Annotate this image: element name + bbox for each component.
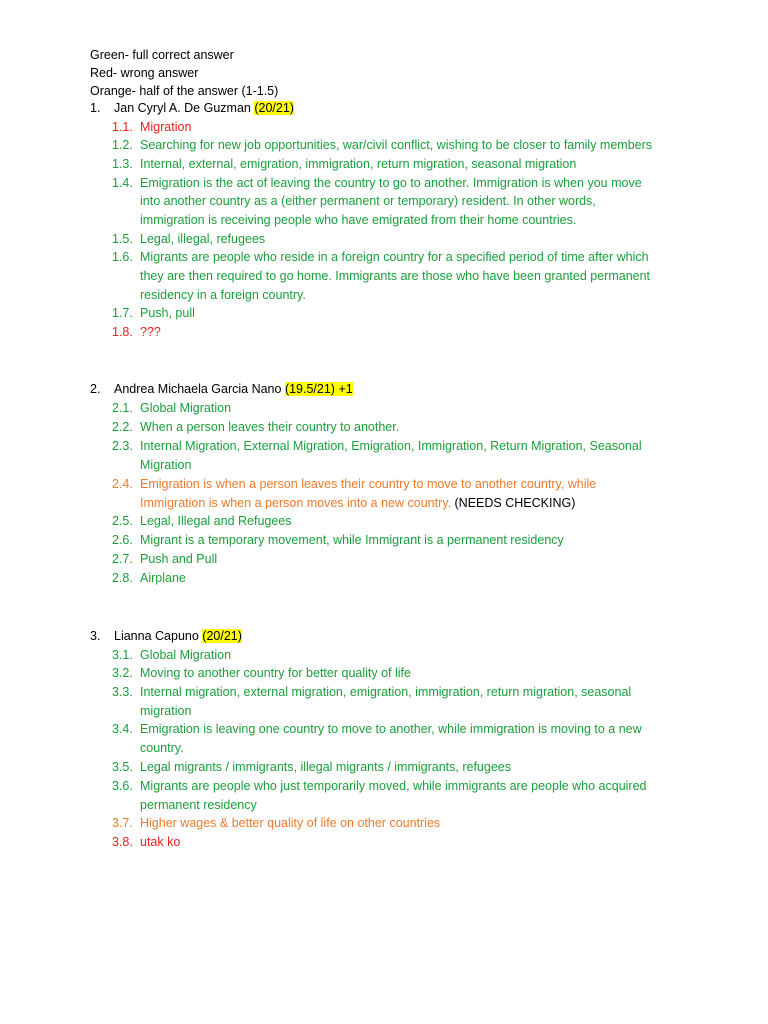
item-number: 1.1.: [112, 120, 133, 134]
answer-item: [112, 758, 511, 776]
answer-text: Emigration is leaving one country to move to another, while immigration is moving to a new: [140, 722, 642, 736]
item-number: 2.8.: [112, 571, 133, 585]
answer-text: Internal migration, external migration, emigration, immigration, return migration, seasonal: [140, 685, 632, 699]
item-number: 3.3.: [112, 685, 133, 699]
student-heading: [90, 99, 294, 117]
score-badge: (20/21): [254, 101, 294, 115]
answer-item: [112, 136, 652, 154]
item-number: 1.6.: [112, 250, 133, 264]
item-number: 1.8.: [112, 325, 133, 339]
item-number: 2.3.: [112, 439, 133, 453]
answer-item: [112, 646, 231, 664]
item-number: 2.4.: [112, 477, 133, 491]
answer-text: Legal migrants / immigrants, illegal migrants / immigrants, refugees: [140, 760, 511, 774]
student-number: 1.: [90, 101, 101, 115]
answer-text: utak ko: [140, 835, 181, 849]
answer-text: Migrant is a temporary movement, while Immigrant is a permanent residency: [140, 533, 564, 547]
answer-item: [112, 437, 642, 455]
answer-text: Global Migration: [140, 648, 232, 662]
answer-text: Legal, illegal, refugees: [140, 232, 266, 246]
legend-orange: Orange- half of the answer (1-1.5): [90, 84, 279, 98]
item-number: 2.1.: [112, 401, 133, 415]
answer-item: [112, 777, 647, 795]
answer-item: [112, 323, 161, 341]
item-number: 3.1.: [112, 648, 133, 662]
student-name: Jan Cyryl A. De Guzman: [114, 101, 251, 115]
answer-text: Emigration is the act of leaving the country to go to another. Immigration is when you move: [140, 176, 642, 190]
item-number: 3.2.: [112, 666, 133, 680]
answer-text: Legal, Illegal and Refugees: [140, 514, 292, 528]
answer-item: [112, 155, 576, 173]
legend-green: Green- full correct answer: [90, 48, 234, 62]
answer-text: Global Migration: [140, 401, 232, 415]
answer-text: Emigration is when a person leaves their country to move to another country, while: [140, 477, 597, 491]
student-number: 2.: [90, 382, 101, 396]
student-heading: [90, 627, 242, 645]
answer-text-continued: they are then required to go home. Immigrants are those who have been granted permanent: [140, 269, 651, 283]
answer-text: Internal Migration, External Migration, Emigration, Immigration, Return Migration, Seasonal: [140, 439, 642, 453]
answer-text: Searching for new job opportunities, war/civil conflict, wishing to be closer to family members: [140, 138, 653, 152]
answer-text: Migrants are people who just temporarily moved, while immigrants are people who acquired: [140, 779, 647, 793]
item-number: 2.2.: [112, 420, 133, 434]
answer-text: Higher wages & better quality of life on other countries: [140, 816, 441, 830]
item-number: 2.5.: [112, 514, 133, 528]
answer-text: Moving to another country for better quality of life: [140, 666, 411, 680]
score-badge: (20/21): [202, 629, 242, 643]
answer-item: [112, 569, 186, 587]
answer-item: [112, 475, 596, 493]
answer-item: [112, 174, 642, 192]
answer-text: Airplane: [140, 571, 186, 585]
answer-text: Migration: [140, 120, 192, 134]
answer-text-continued: migration: [140, 704, 192, 718]
answer-item: [112, 418, 399, 436]
answer-item: [112, 833, 180, 851]
item-number: 3.7.: [112, 816, 133, 830]
bonus-points: +1: [338, 382, 353, 396]
answer-item: [112, 531, 564, 549]
score-value: (19.5/21): [284, 382, 335, 396]
answer-text: Push and Pull: [140, 552, 218, 566]
answer-item: [112, 550, 217, 568]
answer-text-continued: immigration is receiving people who have emigrated from their home countries.: [140, 213, 577, 227]
answer-text-continued: into another country as a (either permanent or temporary) resident. In other words,: [140, 194, 596, 208]
answer-text-continued: country.: [140, 741, 184, 755]
answer-text: Immigration is when a person moves into a new country.: [140, 496, 452, 510]
answer-text: Internal, external, emigration, immigration, return migration, seasonal migration: [140, 157, 577, 171]
answer-item: [112, 399, 231, 417]
answer-item: [112, 248, 649, 266]
answer-item: [112, 304, 195, 322]
item-number: 3.4.: [112, 722, 133, 736]
item-number: 1.5.: [112, 232, 133, 246]
item-number: 1.3.: [112, 157, 133, 171]
score-badge: [285, 382, 353, 396]
answer-text-continued: Migration: [140, 458, 192, 472]
student-number: 3.: [90, 629, 101, 643]
answer-text: Push, pull: [140, 306, 195, 320]
answer-text-continued: [140, 494, 575, 512]
item-number: 2.7.: [112, 552, 133, 566]
item-number: 3.8.: [112, 835, 133, 849]
answer-item: [112, 720, 642, 738]
answer-text-continued: permanent residency: [140, 798, 257, 812]
needs-checking-note: (NEEDS CHECKING): [454, 496, 576, 510]
answer-item: [112, 814, 440, 832]
answer-item: [112, 664, 411, 682]
student-name: Andrea Michaela Garcia Nano: [114, 382, 282, 396]
item-number: 2.6.: [112, 533, 133, 547]
answer-text: Migrants are people who reside in a foreign country for a specified period of time after which: [140, 250, 649, 264]
item-number: 3.5.: [112, 760, 133, 774]
item-number: 1.7.: [112, 306, 133, 320]
item-number: 3.6.: [112, 779, 133, 793]
answer-text: When a person leaves their country to another.: [140, 420, 400, 434]
answer-text-continued: residency in a foreign country.: [140, 288, 306, 302]
answer-item: [112, 512, 292, 530]
item-number: 1.4.: [112, 176, 133, 190]
legend-red: Red- wrong answer: [90, 66, 199, 80]
answer-text: ???: [140, 325, 161, 339]
answer-item: [112, 118, 191, 136]
item-number: 1.2.: [112, 138, 133, 152]
answer-item: [112, 683, 631, 701]
student-heading: [90, 380, 353, 398]
student-name: Lianna Capuno: [114, 629, 199, 643]
answer-item: [112, 230, 265, 248]
